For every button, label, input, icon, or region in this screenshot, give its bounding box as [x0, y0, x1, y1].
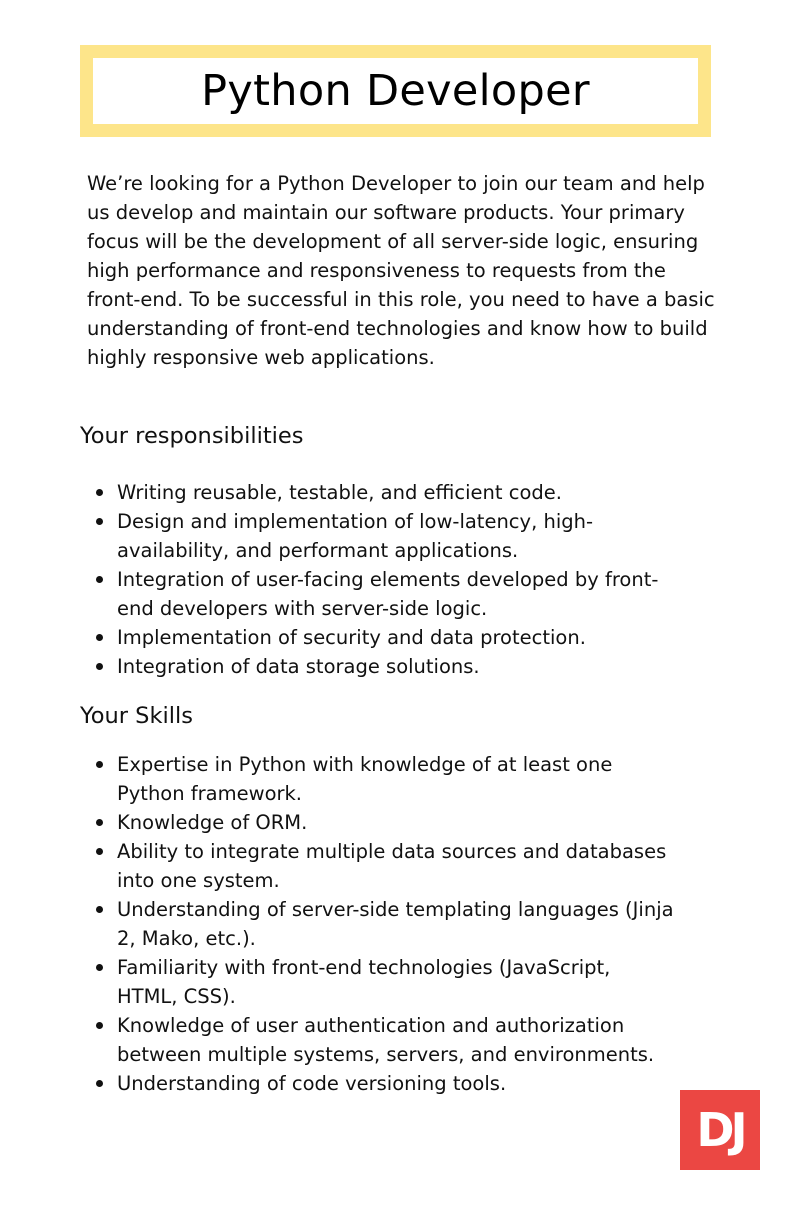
list-item: Ability to integrate multiple data sources and databases into one system. — [117, 837, 677, 895]
list-item: Integration of user-facing elements developed by front-end developers with server-side logic. — [117, 565, 677, 623]
list-item: Implementation of security and data protection. — [117, 623, 677, 652]
list-item: Understanding of server-side templating languages (Jinja 2, Mako, etc.). — [117, 895, 677, 953]
list-item: Integration of data storage solutions. — [117, 652, 677, 681]
page-title: Python Developer — [201, 65, 590, 116]
skills-list — [117, 750, 677, 1098]
title-frame — [80, 45, 711, 137]
list-item: Understanding of code versioning tools. — [117, 1069, 677, 1098]
list-item: Familiarity with front-end technologies (JavaScript, HTML, CSS). — [117, 953, 677, 1011]
list-item: Writing reusable, testable, and efficient code. — [117, 478, 677, 507]
logo-text: DJ — [696, 1103, 744, 1157]
list-item: Expertise in Python with knowledge of at least one Python framework. — [117, 750, 677, 808]
dj-logo — [680, 1090, 760, 1170]
skills-heading: Your Skills — [80, 703, 193, 729]
intro-paragraph: We’re looking for a Python Developer to join our team and help us develop and maintain our software products. Your primary focus will be the development of all server-side logic, ensuring high performance and responsiveness to requests from the front-end. To be successful in this role, you need to have a basic understanding of front-end technologies and know how to build highly responsive web applications. — [87, 172, 715, 369]
list-item: Knowledge of ORM. — [117, 808, 677, 837]
responsibilities-heading: Your responsibilities — [80, 423, 304, 449]
list-item: Knowledge of user authentication and authorization between multiple systems, servers, and environments. — [117, 1011, 677, 1069]
responsibilities-list — [117, 478, 677, 681]
list-item: Design and implementation of low-latency, high-availability, and performant applications. — [117, 507, 677, 565]
